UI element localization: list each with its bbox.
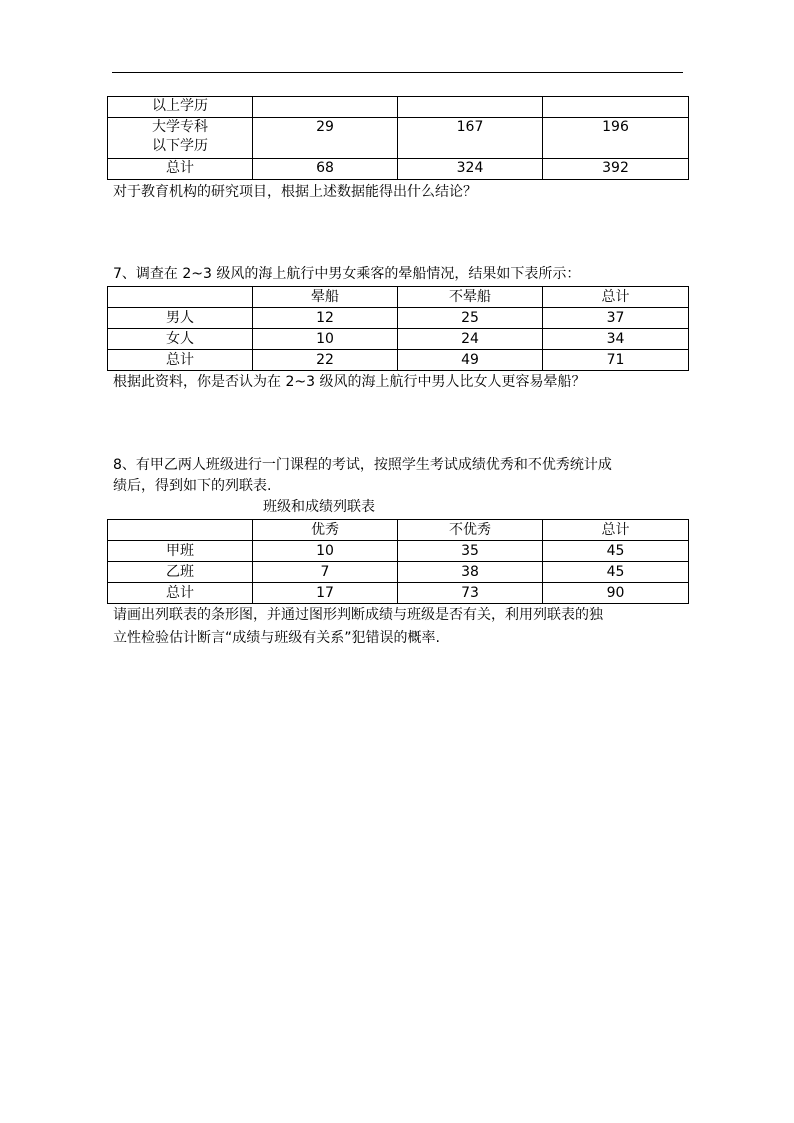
row-label: 总计 [108, 350, 253, 371]
row-label [108, 118, 253, 159]
table-cell [253, 97, 398, 118]
table-cell: 73 [398, 583, 543, 604]
table-cell [543, 97, 689, 118]
table-cell: 35 [398, 541, 543, 562]
table-cell: 17 [253, 583, 398, 604]
table-cell: 392 [543, 159, 689, 180]
question-6-tail: 对于教育机构的研究项目，根据上述数据能得出什么结论？ [113, 184, 477, 200]
table-cell: 68 [253, 159, 398, 180]
table-cell: 49 [398, 350, 543, 371]
table-row [108, 583, 689, 604]
table-cell: 29 [253, 118, 398, 159]
table-cell: 38 [398, 562, 543, 583]
header-cell: 不晕船 [398, 287, 543, 308]
table-cell: 196 [543, 118, 689, 159]
question-7-prompt: 7、调查在 2~3 级风的海上航行中男女乘客的晕船情况，结果如下表所示： [113, 266, 581, 282]
table-cell: 71 [543, 350, 689, 371]
table-caption: 班级和成绩列联表 [263, 499, 375, 515]
header-cell: 不优秀 [398, 520, 543, 541]
table-cell: 12 [253, 308, 398, 329]
header-cell [108, 520, 253, 541]
table-row [108, 118, 689, 159]
header-cell: 总计 [543, 520, 689, 541]
table-row [108, 562, 689, 583]
table-cell: 37 [543, 308, 689, 329]
class-grade-table [107, 519, 689, 604]
row-label: 男人 [108, 308, 253, 329]
table-cell: 167 [398, 118, 543, 159]
table-cell: 90 [543, 583, 689, 604]
table-row [108, 329, 689, 350]
row-label: 女人 [108, 329, 253, 350]
row-label: 甲班 [108, 541, 253, 562]
row-label: 以上学历 [108, 97, 253, 118]
row-label: 乙班 [108, 562, 253, 583]
seasickness-table [107, 286, 689, 371]
row-label-line: 以下学历 [152, 138, 208, 154]
row-label: 总计 [108, 159, 253, 180]
question-8-prompt-line1: 8、有甲乙两人班级进行一门课程的考试，按照学生考试成绩优秀和不优秀统计成 [113, 457, 612, 473]
table-cell: 324 [398, 159, 543, 180]
question-8-prompt-line2: 绩后，得到如下的列联表. [113, 478, 272, 494]
question-7-question: 根据此资料，你是否认为在 2~3 级风的海上航行中男人比女人更容易晕船？ [113, 374, 586, 390]
table-row [108, 350, 689, 371]
table-header-row [108, 287, 689, 308]
header-cell: 晕船 [253, 287, 398, 308]
table-cell: 45 [543, 541, 689, 562]
table-row [108, 159, 689, 180]
table-header-row [108, 520, 689, 541]
row-label: 总计 [108, 583, 253, 604]
table-cell [398, 97, 543, 118]
header-cell: 优秀 [253, 520, 398, 541]
header-cell [108, 287, 253, 308]
table-row [108, 308, 689, 329]
table-row [108, 97, 689, 118]
question-8-question-line1: 请画出列联表的条形图，并通过图形判断成绩与班级是否有关，利用列联表的独 [113, 607, 603, 623]
table-cell: 25 [398, 308, 543, 329]
education-table [107, 96, 689, 180]
table-row [108, 541, 689, 562]
header-rule [112, 72, 683, 73]
table-cell: 10 [253, 541, 398, 562]
table-cell: 10 [253, 329, 398, 350]
table-cell: 34 [543, 329, 689, 350]
row-label-line: 大学专科 [152, 119, 208, 135]
question-8-question-line2: 立性检验估计断言“成绩与班级有关系”犯错误的概率. [113, 630, 440, 646]
table-cell: 22 [253, 350, 398, 371]
header-cell: 总计 [543, 287, 689, 308]
table-cell: 24 [398, 329, 543, 350]
table-cell: 45 [543, 562, 689, 583]
table-cell: 7 [253, 562, 398, 583]
